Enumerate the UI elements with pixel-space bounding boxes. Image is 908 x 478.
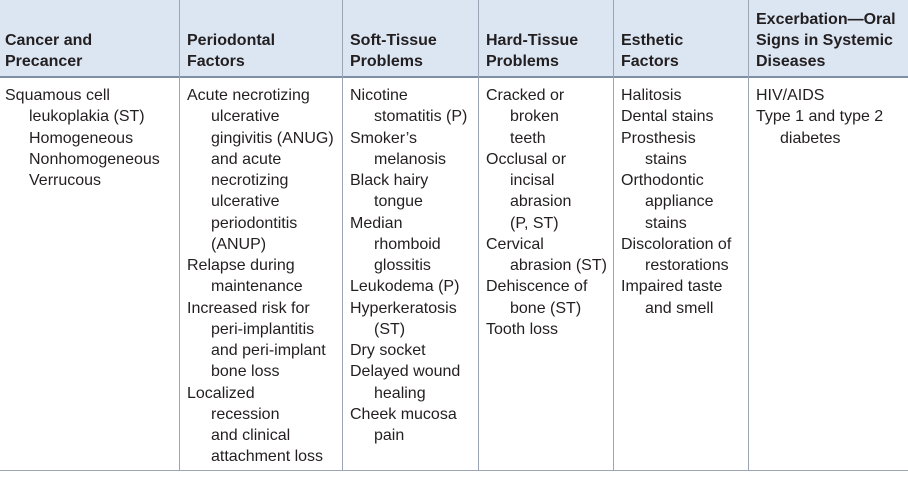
entry-continuation-line: and smell [645, 299, 714, 317]
entry-continuation-line: melanosis [374, 150, 447, 168]
entry-continuation-line: (ANUP) [211, 235, 267, 253]
entry-line: Discoloration of [621, 235, 732, 253]
entry-continuation-line: and clinical [211, 427, 291, 444]
entry-continuation-line: stains [645, 150, 687, 168]
cell-entry [5, 128, 160, 149]
column-cells [187, 85, 334, 468]
column-cells [350, 85, 467, 446]
cell-entry [756, 106, 883, 149]
entry-continuation-line: rhomboid [374, 235, 441, 253]
entry-line: Dental stains [621, 108, 714, 126]
column-divider [748, 0, 749, 471]
column-header: Hard-Tissue Problems [486, 32, 579, 70]
entry-continuation-line: (ST) [374, 320, 406, 338]
entry-continuation-line: appliance [645, 193, 714, 211]
entry-line: Localized [187, 384, 255, 402]
cell-entry [486, 85, 607, 149]
cell-entry [350, 128, 467, 171]
cell-entry [350, 340, 467, 361]
entry-line: Smoker’s [350, 129, 417, 147]
cell-entry [187, 298, 334, 383]
entry-line: Nonhomogeneous [29, 150, 160, 168]
cell-entry [350, 404, 467, 447]
entry-continuation-line: tongue [374, 193, 423, 211]
cell-entry [486, 276, 607, 319]
entry-line: Verrucous [29, 172, 102, 189]
cell-entry [187, 383, 334, 468]
entry-line: Cracked or [486, 87, 565, 104]
cell-entry [621, 170, 731, 234]
entry-continuation-line: leukoplakia (ST) [29, 108, 145, 126]
cell-entry [5, 85, 160, 128]
cell-entry [350, 170, 467, 213]
cell-entry [350, 213, 467, 277]
column-header: Excerbation—Oral Signs in Systemic Diseases [756, 11, 896, 70]
entry-continuation-line: pain [374, 427, 405, 444]
entry-continuation-line: abrasion [510, 193, 572, 211]
column-divider [613, 0, 614, 471]
entry-continuation-line: peri-implantitis [211, 320, 315, 338]
entry-continuation-line: periodontitis [211, 214, 298, 232]
cell-entry [5, 170, 160, 191]
cell-entry [486, 234, 607, 277]
cell-entry [350, 276, 467, 297]
entry-line: Leukodema (P) [350, 278, 460, 296]
entry-continuation-line: recession [211, 405, 280, 423]
column-cells [621, 85, 731, 319]
entry-continuation-line: attachment loss [211, 448, 324, 466]
entry-continuation-line: stomatitis (P) [374, 108, 468, 126]
entry-continuation-line: (P, ST) [510, 214, 559, 232]
entry-continuation-line: glossitis [374, 257, 431, 274]
entry-line: Type 1 and type 2 [756, 108, 884, 126]
entry-continuation-line: diabetes [780, 129, 841, 147]
cell-entry [756, 85, 883, 106]
cell-entry [350, 85, 467, 128]
column-header: Esthetic Factors [621, 32, 684, 70]
cell-entry [486, 319, 607, 340]
entry-continuation-line: teeth [510, 129, 546, 147]
column-divider [478, 0, 479, 471]
cell-entry [621, 276, 731, 319]
entry-line: Prosthesis [621, 129, 696, 147]
entry-continuation-line: maintenance [211, 278, 303, 296]
column-header: Soft-Tissue Problems [350, 32, 437, 70]
entry-line: Nicotine [350, 87, 408, 104]
entry-line: Halitosis [621, 87, 682, 104]
entry-continuation-line: stains [645, 214, 687, 232]
column-cells [5, 85, 160, 191]
cell-entry [187, 85, 334, 255]
header-divider [0, 76, 908, 78]
entry-continuation-line: abrasion (ST) [510, 257, 607, 274]
entry-continuation-line: necrotizing [211, 172, 289, 189]
column-header: Periodontal Factors [187, 32, 276, 70]
entry-line: Dehiscence of [486, 278, 588, 296]
entry-continuation-line: gingivitis (ANUG) [211, 129, 334, 147]
column-header: Cancer and Precancer [5, 32, 93, 70]
entry-line: Cervical [486, 235, 544, 253]
entry-continuation-line: restorations [645, 257, 729, 274]
column-divider [179, 0, 180, 471]
entry-line: Increased risk for [187, 299, 310, 317]
entry-continuation-line: broken [510, 108, 559, 126]
cell-entry [350, 298, 467, 341]
column-cells [756, 85, 883, 149]
cell-entry [621, 234, 731, 277]
entry-continuation-line: and peri-implant [211, 342, 326, 359]
entry-continuation-line: bone (ST) [510, 299, 582, 317]
cell-entry [187, 255, 334, 298]
entry-line: Homogeneous [29, 129, 134, 147]
entry-line: Tooth loss [486, 320, 559, 338]
entry-line: Acute necrotizing [187, 87, 310, 104]
table-bottom-rule [0, 470, 908, 471]
entry-line: Squamous cell [5, 87, 110, 104]
cell-entry [350, 361, 467, 404]
entry-line: HIV/AIDS [756, 87, 825, 104]
entry-continuation-line: bone loss [211, 363, 280, 381]
entry-line: Median [350, 214, 403, 232]
cell-entry [486, 149, 607, 234]
entry-line: Delayed wound [350, 363, 461, 381]
entry-line: Black hairy [350, 172, 429, 189]
entry-continuation-line: healing [374, 384, 426, 402]
column-cells [486, 85, 607, 340]
entry-line: Occlusal or [486, 150, 567, 168]
column-divider [342, 0, 343, 471]
entry-line: Dry socket [350, 342, 426, 359]
entry-line: Relapse during [187, 257, 295, 274]
cell-entry [5, 149, 160, 170]
cell-entry [621, 85, 731, 106]
entry-line: Hyperkeratosis [350, 299, 457, 317]
entry-line: Orthodontic [621, 172, 704, 189]
entry-continuation-line: incisal [510, 172, 555, 189]
entry-continuation-line: ulcerative [211, 108, 280, 126]
entry-line: Impaired taste [621, 278, 723, 296]
cell-entry [621, 128, 731, 171]
entry-line: Cheek mucosa [350, 405, 457, 423]
entry-continuation-line: and acute [211, 150, 282, 168]
cell-entry [621, 106, 731, 127]
entry-continuation-line: ulcerative [211, 193, 280, 211]
